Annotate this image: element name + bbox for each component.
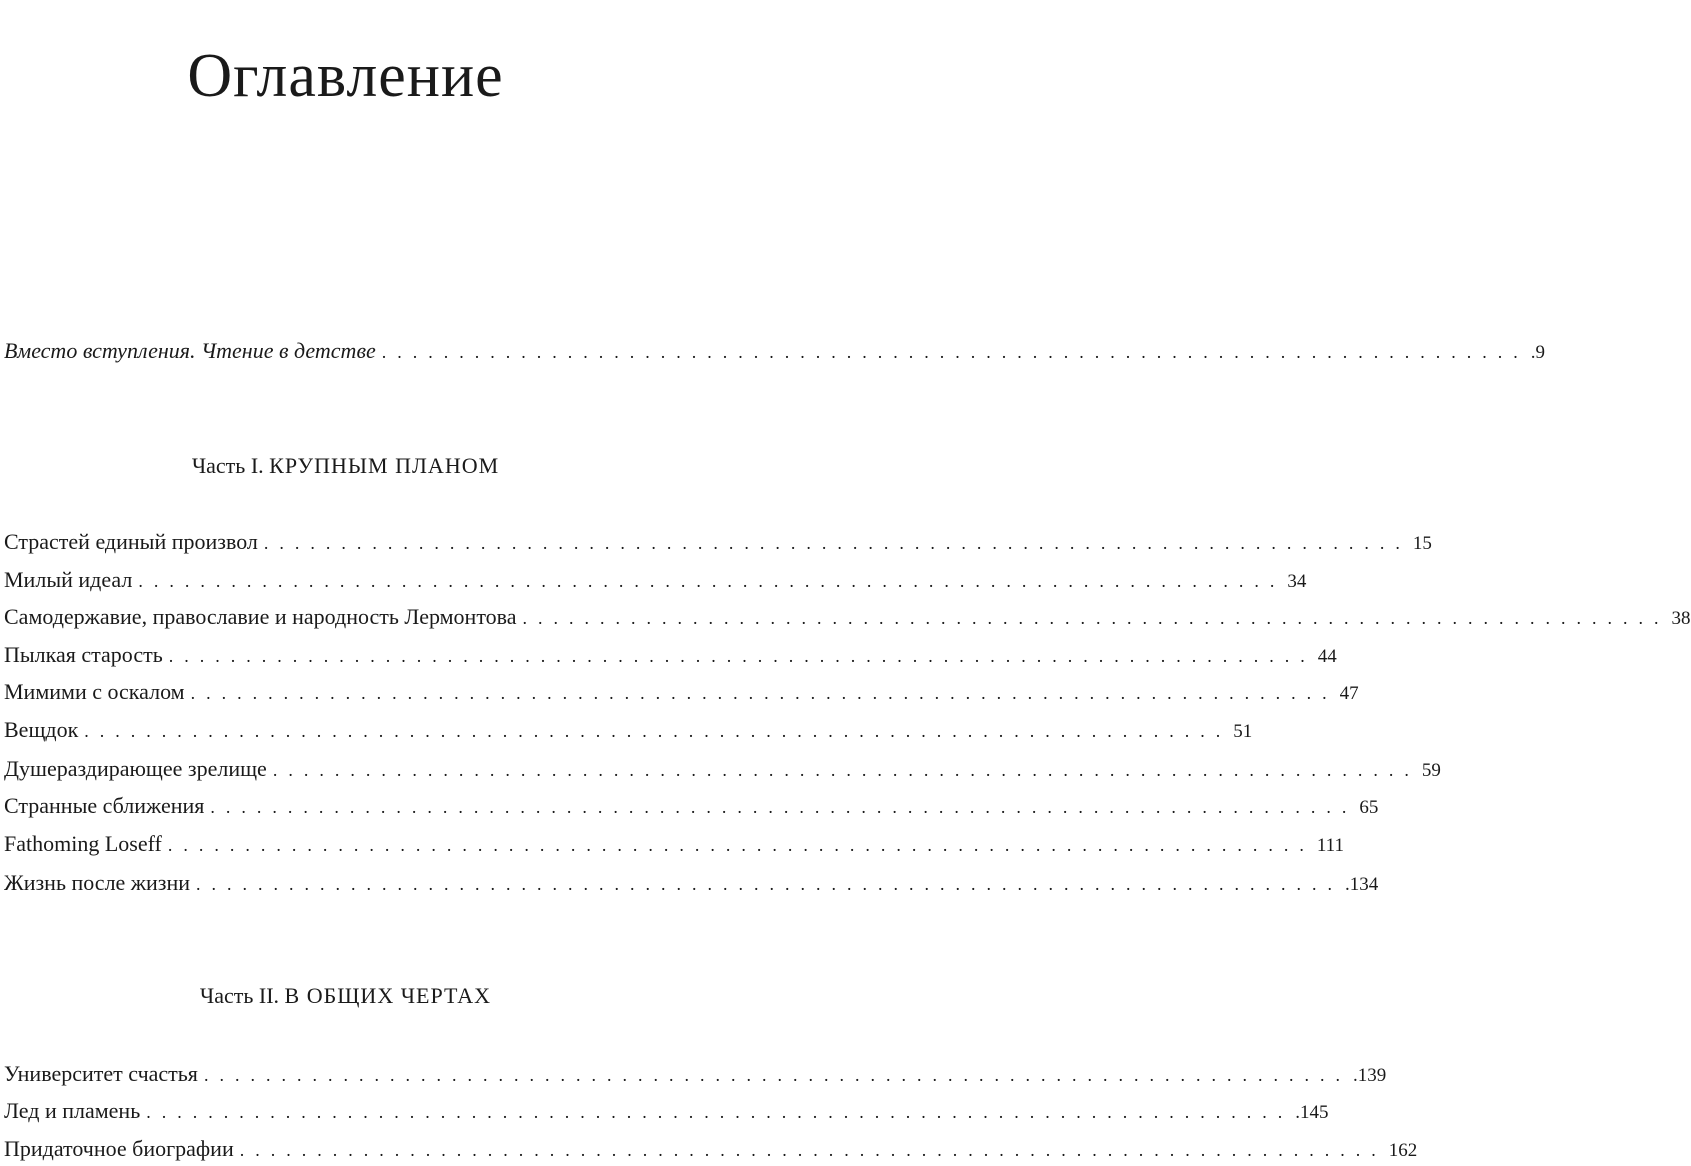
part-name: В ОБЩИХ ЧЕРТАХ bbox=[284, 983, 492, 1008]
toc-entry[interactable] bbox=[4, 640, 1337, 672]
dot-leader: .......................................................................... bbox=[138, 571, 1286, 591]
toc-entry-page: 65 bbox=[1359, 797, 1379, 818]
toc-entry-title: Душераздирающее зрелище bbox=[4, 756, 267, 781]
dot-leader: .......................................................................... bbox=[168, 646, 1316, 666]
dot-leader: .......................................................................... bbox=[167, 835, 1315, 855]
toc-entry-page: 34 bbox=[1287, 571, 1307, 592]
toc-entry[interactable] bbox=[4, 565, 1307, 597]
dot-leader: .......................................................................... bbox=[146, 1102, 1294, 1122]
toc-entry-title: Самодержавие, православие и народность Лермонтова bbox=[4, 604, 517, 629]
dot-leader: .......................................................................... bbox=[522, 608, 1670, 628]
toc-entry-title: Fathoming Loseff bbox=[4, 831, 162, 856]
toc-entry-page: 59 bbox=[1421, 760, 1441, 781]
dot-leader: .......................................................................... bbox=[239, 1140, 1387, 1160]
toc-entry-title: Милый идеал bbox=[4, 567, 133, 592]
toc-entry-title: Лед и пламень bbox=[4, 1098, 141, 1123]
toc-entry[interactable] bbox=[4, 829, 1344, 861]
toc-entry[interactable] bbox=[4, 602, 1691, 634]
toc-entry-page: 51 bbox=[1233, 721, 1253, 742]
toc-entry-title: Придаточное биографии bbox=[4, 1136, 234, 1161]
toc-entry-page: 162 bbox=[1388, 1140, 1418, 1161]
dot-leader: .......................................................................... bbox=[263, 533, 1411, 553]
toc-entry-title: Мимими с оскалом bbox=[4, 679, 185, 704]
toc-entry-title: Вместо вступления. Чтение в детстве bbox=[4, 338, 376, 363]
toc-entry[interactable] bbox=[4, 527, 1432, 559]
dot-leader: .......................................................................... bbox=[84, 721, 1232, 741]
dot-leader: .......................................................................... bbox=[196, 874, 1344, 894]
part-heading-2 bbox=[0, 981, 691, 1011]
toc-entry[interactable] bbox=[4, 1059, 1387, 1091]
toc-entry[interactable] bbox=[4, 754, 1441, 786]
dot-leader: .......................................................................... bbox=[190, 683, 1338, 703]
toc-entry[interactable] bbox=[4, 1096, 1329, 1128]
toc-entry-page: 47 bbox=[1339, 683, 1359, 704]
toc-entry-title: Университет счастья bbox=[4, 1061, 198, 1086]
toc-entry-title: Жизнь после жизни bbox=[4, 870, 191, 895]
toc-entry-page: 111 bbox=[1316, 835, 1344, 856]
dot-leader: .......................................................................... bbox=[210, 797, 1358, 817]
toc-entry[interactable] bbox=[4, 868, 1379, 900]
toc-entry-page: 44 bbox=[1317, 646, 1337, 667]
part-label: Часть I. bbox=[191, 453, 264, 478]
toc-entry-page: 38 bbox=[1671, 608, 1691, 629]
toc-entry[interactable] bbox=[4, 791, 1379, 823]
part-label: Часть II. bbox=[199, 983, 280, 1008]
toc-entry-intro[interactable] bbox=[4, 336, 1546, 368]
dot-leader: .......................................................................... bbox=[272, 760, 1420, 780]
toc-entry[interactable] bbox=[4, 1134, 1418, 1166]
toc-entry-page: .139 bbox=[1352, 1065, 1387, 1086]
page-title: Оглавление bbox=[187, 41, 504, 110]
toc-entry[interactable] bbox=[4, 677, 1359, 709]
toc-entry-page: .145 bbox=[1295, 1102, 1329, 1123]
part-heading-1 bbox=[0, 451, 691, 481]
dot-leader: .......................................................................... bbox=[381, 342, 1529, 362]
toc-entry-title: Страстей единый произвол bbox=[4, 529, 258, 554]
toc-entry[interactable] bbox=[4, 715, 1253, 747]
toc-entry-page: .134 bbox=[1345, 874, 1379, 895]
toc-entry-title: Странные сближения bbox=[4, 793, 205, 818]
toc-entry-title: Вещдок bbox=[4, 717, 79, 742]
part-name: КРУПНЫМ ПЛАНОМ bbox=[269, 453, 500, 478]
toc-entry-title: Пылкая старость bbox=[4, 642, 163, 667]
toc-entry-page: .9 bbox=[1530, 342, 1546, 363]
dot-leader: .......................................................................... bbox=[203, 1065, 1351, 1085]
toc-entry-page: 15 bbox=[1412, 533, 1432, 554]
